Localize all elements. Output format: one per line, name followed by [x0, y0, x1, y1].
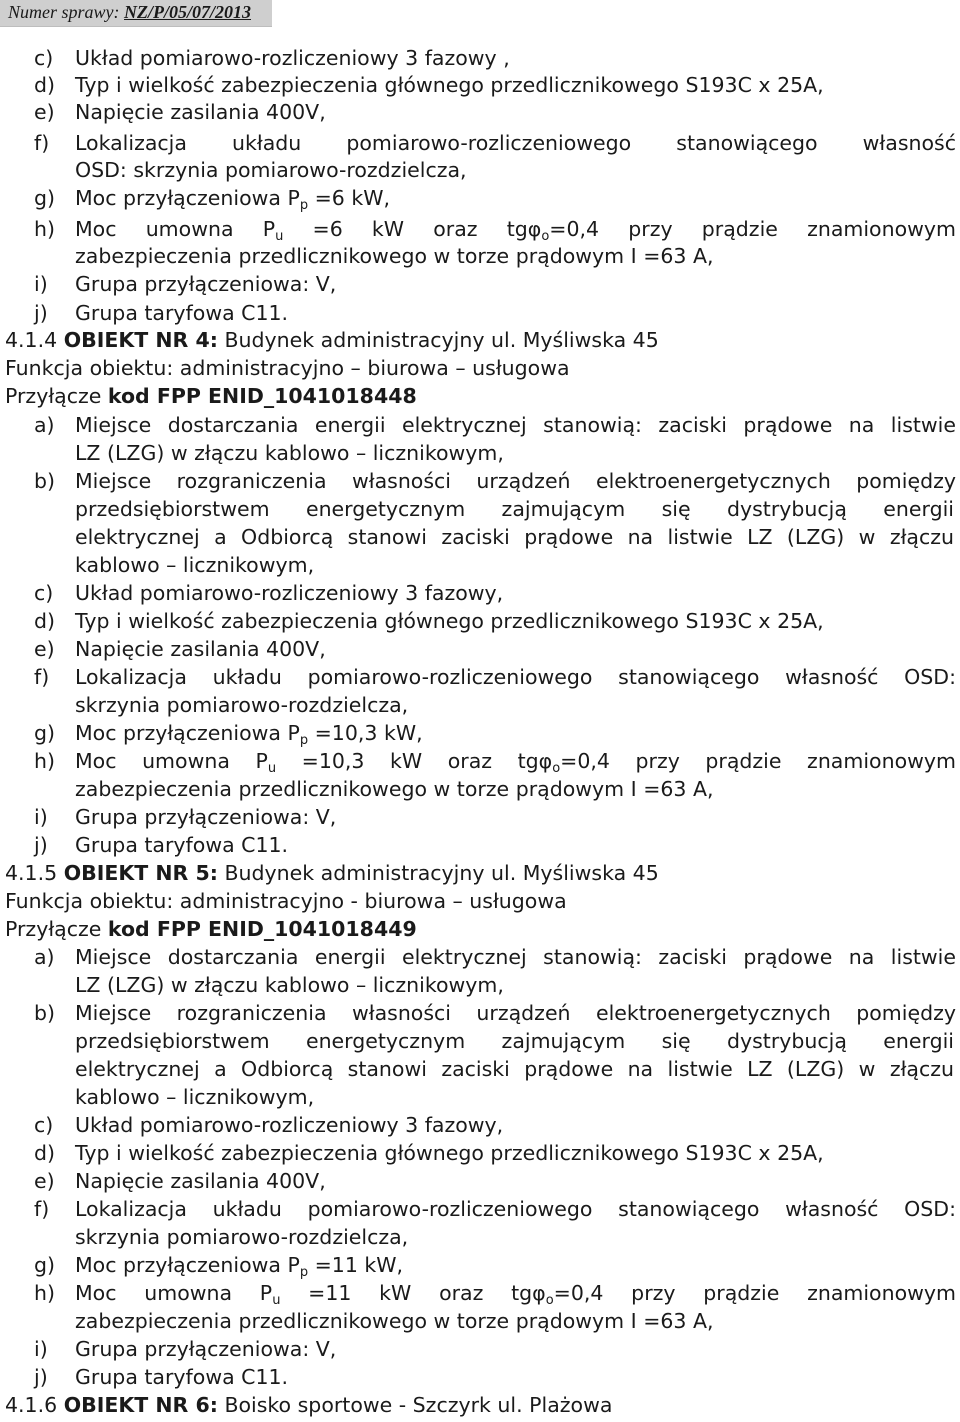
list-item-c: c) Układ pomiarowo-rozliczeniowy 3 fazowy ,	[34, 46, 510, 70]
list-item-e: e) Napięcie zasilania 400V,	[34, 100, 326, 124]
list-item-b-cont: przedsiębiorstwem energetycznym zajmującym się dystrybucją energii	[75, 497, 954, 521]
list-item-b: b) Miejsce rozgraniczenia własności urządzeń elektroenergetycznych pomiędzy	[34, 469, 956, 493]
list-item-b-cont: kablowo – licznikowym,	[75, 553, 315, 577]
list-item-d: d) Typ i wielkość zabezpieczenia głównego przedlicznikowego S193C x 25A,	[34, 609, 824, 633]
list-item-d: d) Typ i wielkość zabezpieczenia głównego przedlicznikowego S193C x 25A,	[34, 73, 824, 97]
list-item-j: j) Grupa taryfowa C11.	[34, 833, 289, 857]
list-item-a: a) Miejsce dostarczania energii elektrycznej stanowią: zaciski prądowe na listwie	[34, 413, 956, 437]
list-item-b-cont: przedsiębiorstwem energetycznym zajmującym się dystrybucją energii	[75, 1029, 954, 1053]
list-item-f: f) Lokalizacja układu pomiarowo-rozliczeniowego stanowiącego własność OSD:	[34, 665, 956, 689]
list-item-i: i) Grupa przyłączeniowa: V,	[34, 272, 337, 296]
list-item-h: h) Moc umowna Pu =6 kW oraz tgφo=0,4 przy prądzie znamionowym	[34, 217, 956, 242]
list-item-a: a) Miejsce dostarczania energii elektrycznej stanowią: zaciski prądowe na listwie	[34, 945, 956, 969]
object-function: Funkcja obiektu: administracyjno – biurowa – usługowa	[5, 356, 570, 380]
list-item-j: j) Grupa taryfowa C11.	[34, 1365, 289, 1389]
case-number-prefix: Numer sprawy:	[8, 2, 124, 22]
list-item-h: h) Moc umowna Pu =11 kW oraz tgφo=0,4 przy prądzie znamionowym	[34, 1281, 956, 1306]
list-item-b-cont: kablowo – licznikowym,	[75, 1085, 315, 1109]
list-item-h-cont: zabezpieczenia przedlicznikowego w torze prądowym I =63 A,	[75, 777, 714, 801]
list-item-f-cont: skrzynia pomiarowo-rozdzielcza,	[75, 1225, 409, 1249]
list-item-i: i) Grupa przyłączeniowa: V,	[34, 1337, 337, 1361]
list-item-h-cont: zabezpieczenia przedlicznikowego w torze prądowym I =63 A,	[75, 244, 714, 268]
list-item-e: e) Napięcie zasilania 400V,	[34, 637, 326, 661]
list-item-j: j) Grupa taryfowa C11.	[34, 301, 289, 325]
object-function: Funkcja obiektu: administracyjno - biurowa – usługowa	[5, 889, 567, 913]
list-item-g: g) Moc przyłączeniowa Pp =10,3 kW,	[34, 721, 423, 748]
section-heading-4-1-6: 4.1.6 OBIEKT NR 6: Boisko sportowe - Szczyrk ul. Plażowa	[5, 1393, 613, 1417]
list-item-h-cont: zabezpieczenia przedlicznikowego w torze prądowym I =63 A,	[75, 1309, 714, 1333]
list-item-e: e) Napięcie zasilania 400V,	[34, 1169, 326, 1193]
list-item-c: c) Układ pomiarowo-rozliczeniowy 3 fazowy,	[34, 581, 504, 605]
list-item-g: g) Moc przyłączeniowa Pp =11 kW,	[34, 1253, 404, 1280]
list-item-g: g) Moc przyłączeniowa Pp =6 kW,	[34, 186, 391, 213]
list-item-f: f) Lokalizacja układu pomiarowo-rozliczeniowego stanowiącego własność OSD:	[34, 1197, 956, 1221]
list-item-f: f) Lokalizacja układu pomiarowo-rozliczeniowego stanowiącego własność	[34, 131, 956, 155]
list-item-a-cont: LZ (LZG) w złączu kablowo – licznikowym,	[75, 973, 504, 997]
connection-code: Przyłącze kod FPP ENID_1041018448	[5, 384, 417, 408]
list-item-f-cont: skrzynia pomiarowo-rozdzielcza,	[75, 693, 409, 717]
list-item-i: i) Grupa przyłączeniowa: V,	[34, 805, 337, 829]
list-item-d: d) Typ i wielkość zabezpieczenia głównego przedlicznikowego S193C x 25A,	[34, 1141, 824, 1165]
list-item-b-cont: elektrycznej a Odbiorcą stanowi zaciski prądowe na listwie LZ (LZG) w złączu	[75, 525, 954, 549]
list-item-c: c) Układ pomiarowo-rozliczeniowy 3 fazowy,	[34, 1113, 504, 1137]
connection-code: Przyłącze kod FPP ENID_1041018449	[5, 917, 417, 941]
case-number-value: NZ/P/05/07/2013	[124, 2, 251, 22]
section-heading-4-1-4: 4.1.4 OBIEKT NR 4: Budynek administracyjny ul. Myśliwska 45	[5, 328, 659, 352]
section-heading-4-1-5: 4.1.5 OBIEKT NR 5: Budynek administracyjny ul. Myśliwska 45	[5, 861, 659, 885]
header-bar	[0, 0, 272, 27]
list-item-b: b) Miejsce rozgraniczenia własności urządzeń elektroenergetycznych pomiędzy	[34, 1001, 956, 1025]
list-item-h: h) Moc umowna Pu =10,3 kW oraz tgφo=0,4 przy prądzie znamionowym	[34, 749, 956, 774]
list-item-a-cont: LZ (LZG) w złączu kablowo – licznikowym,	[75, 441, 504, 465]
list-item-f-cont: OSD: skrzynia pomiarowo-rozdzielcza,	[75, 158, 467, 182]
list-item-b-cont: elektrycznej a Odbiorcą stanowi zaciski prądowe na listwie LZ (LZG) w złączu	[75, 1057, 954, 1081]
case-number-header	[8, 2, 251, 23]
